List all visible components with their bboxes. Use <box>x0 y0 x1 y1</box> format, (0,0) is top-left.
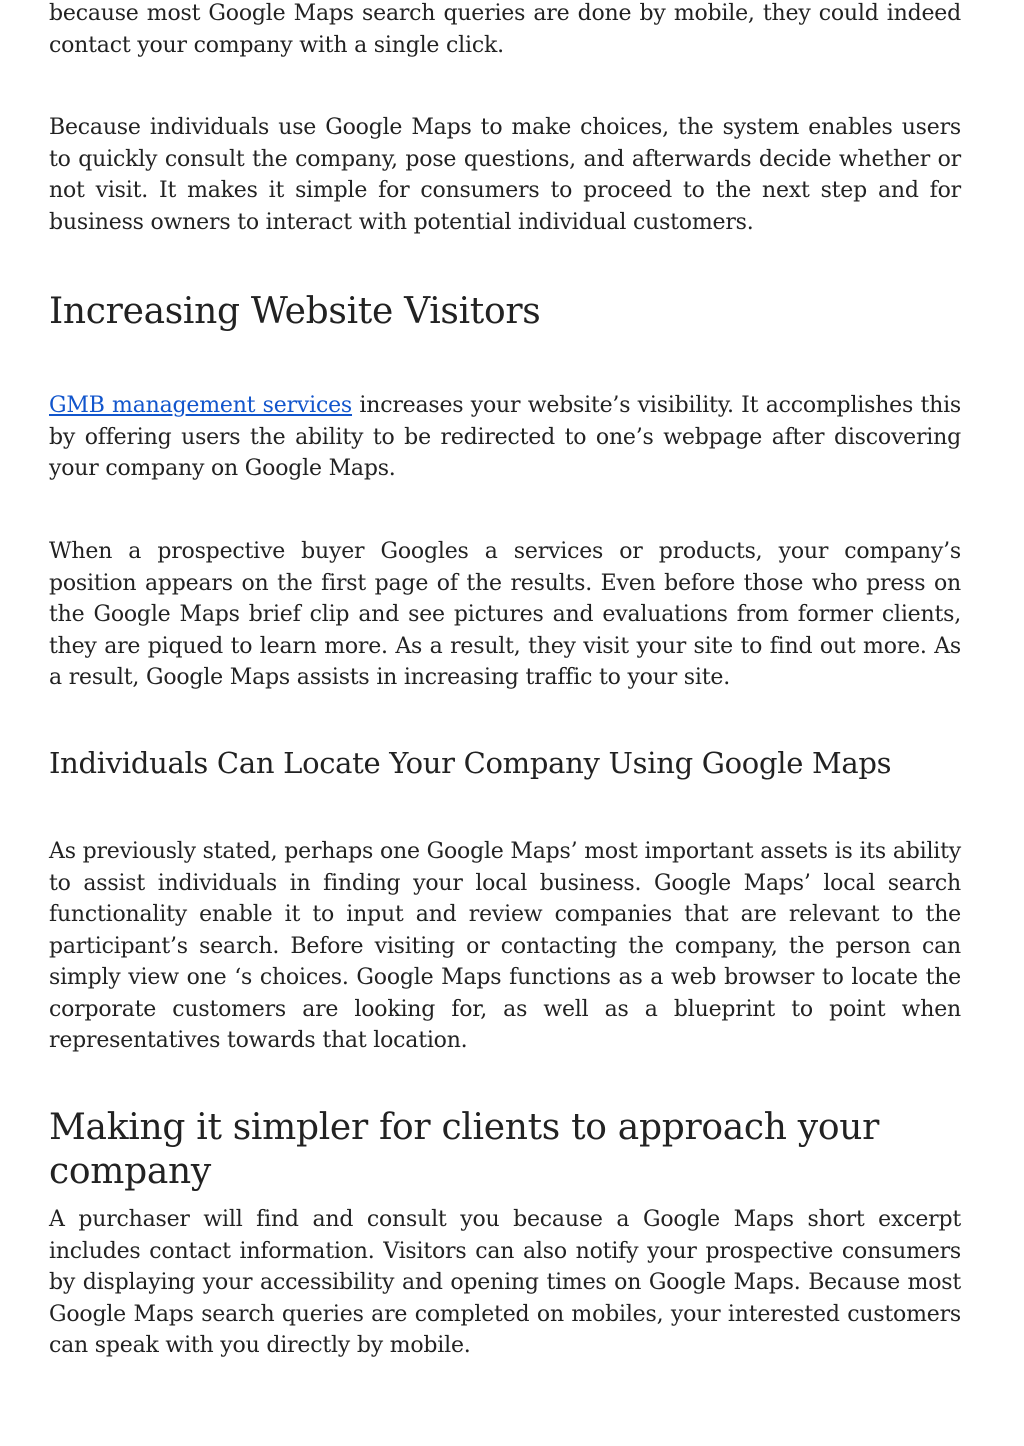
heading-increasing-website-visitors: Increasing Website Visitors <box>49 291 541 332</box>
gmb-management-services-link[interactable]: GMB management services <box>49 393 353 418</box>
heading-simpler-approach: Making it simpler for clients to approach your company <box>49 1107 879 1192</box>
paragraph-gmb-services <box>49 390 961 485</box>
heading-locate-company: Individuals Can Locate Your Company Using Google Maps <box>49 746 892 780</box>
paragraph-mobile-contact: because most Google Maps search queries are done by mobile, they could indeed contact your company with a single click. <box>49 1 961 58</box>
paragraph-contact-information: A purchaser will find and consult you because a Google Maps short excerpt includes contact information. Visitors can also notify your prospective consumers by displaying your accessibility and opening times on Google Maps. Because most Google Maps search queries are completed on mobiles, your interested customers can speak with you directly by mobile. <box>49 1207 961 1358</box>
paragraph-local-search: As previously stated, perhaps one Google Maps’ most important assets is its ability to assist individuals in finding your local business. Google Maps’ local search functionality enable it to input and review companies that are relevant to the participant’s search. Before visiting or contacting the company, the person can simply view one ‘s choices. Google Maps functions as a web browser to locate the corporate customers are looking for, as well as a blueprint to point when representatives towards that location. <box>49 839 961 1053</box>
paragraph-gmb-services-text: increases your website’s visibility. It accomplishes this by offering users the ability to be redirected to one’s webpage after discovering your company on Google Maps. <box>49 393 961 481</box>
paragraph-prospective-buyer: When a prospective buyer Googles a services or products, your company’s position appears on the first page of the results. Even before those who press on the Google Maps brief clip and see pictures and evaluations from former clients, they are piqued to learn more. As a result, they visit your site to find out more. As a result, Google Maps assists in increasing traffic to your site. <box>49 539 961 690</box>
paragraph-choices: Because individuals use Google Maps to make choices, the system enables users to quickly consult the company, pose questions, and afterwards decide whether or not visit. It makes it simple for consumers to proceed to the next step and for business owners to interact with potential individual customers. <box>49 115 961 235</box>
